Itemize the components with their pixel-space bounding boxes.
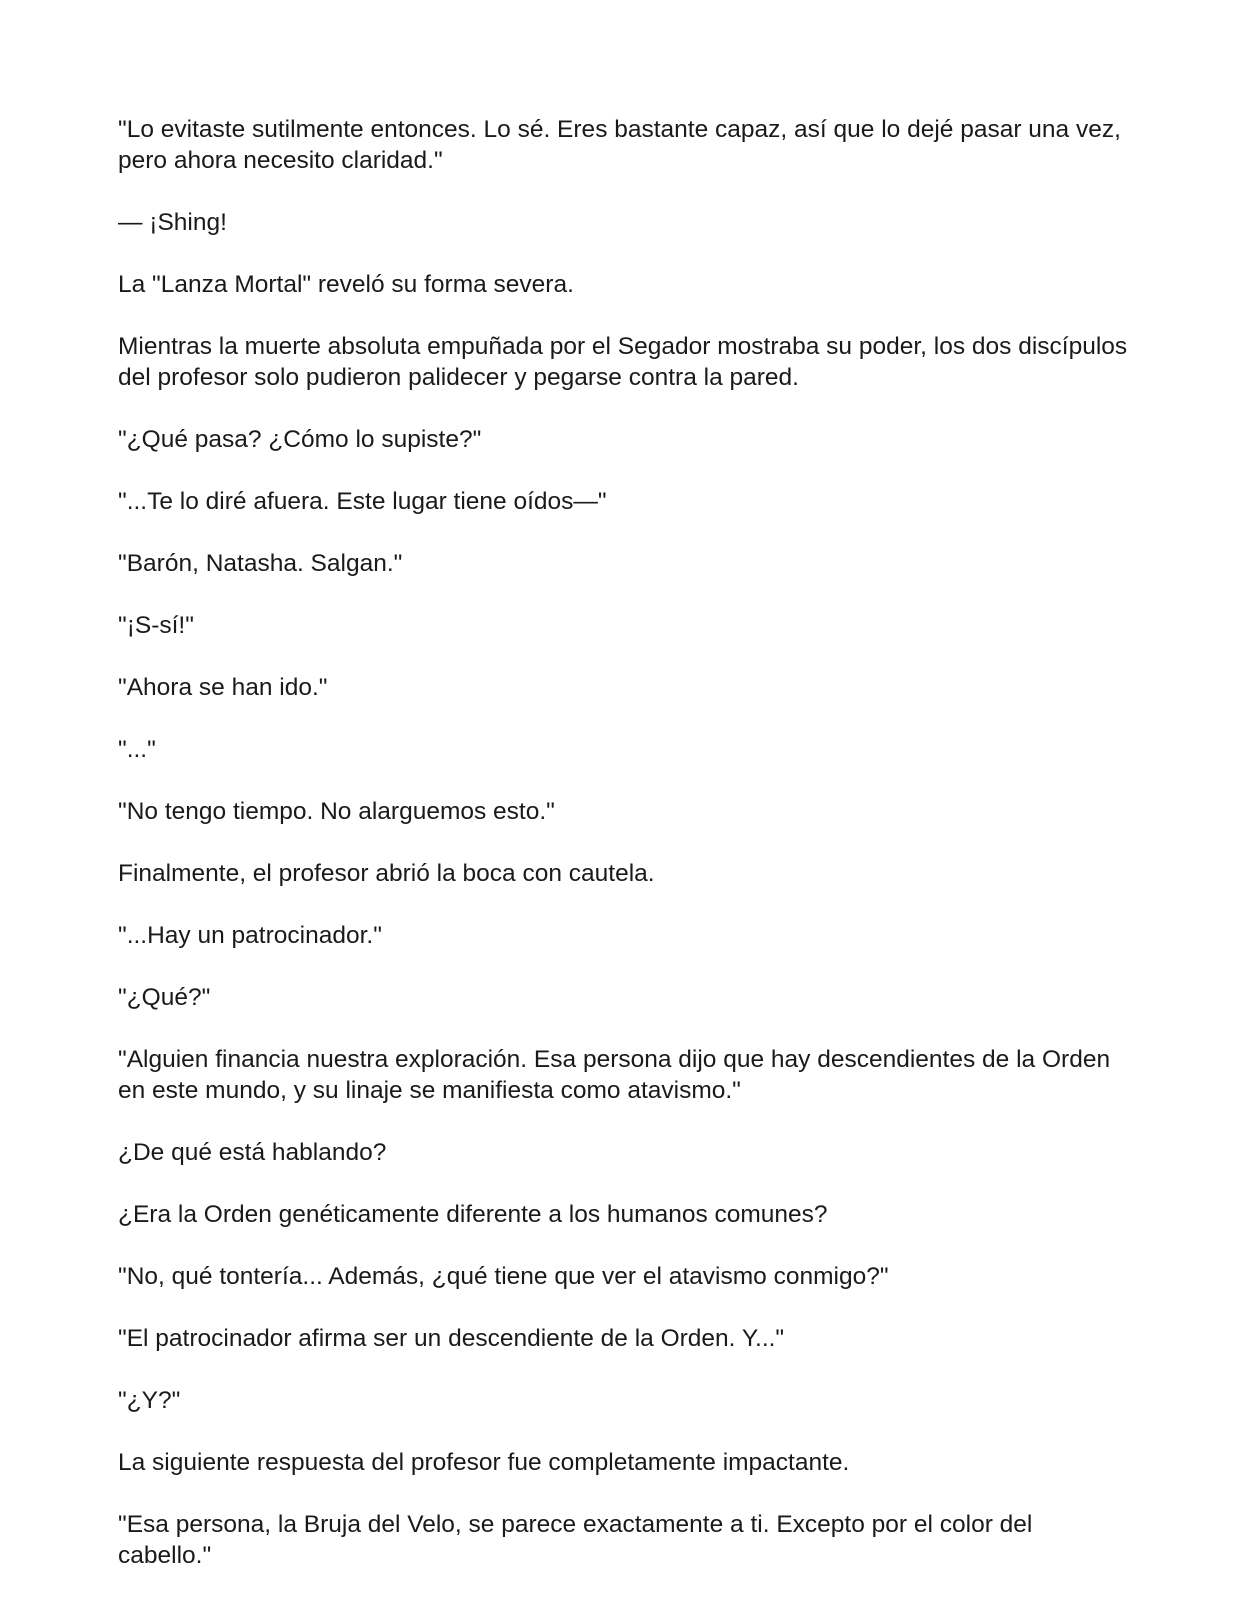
paragraph: "¿Qué pasa? ¿Cómo lo supiste?" xyxy=(118,426,482,453)
paragraph: "No tengo tiempo. No alarguemos esto." xyxy=(118,798,555,825)
paragraph: "..." xyxy=(118,736,156,763)
paragraph: "Alguien financia nuestra exploración. Esa persona dijo que hay descendientes de la Orden en este mundo, y su linaje se manifiesta como atavismo." xyxy=(118,1046,1111,1104)
paragraph: "¿Qué?" xyxy=(118,984,211,1011)
paragraph: "No, qué tontería... Además, ¿qué tiene que ver el atavismo conmigo?" xyxy=(118,1263,889,1290)
paragraph: Finalmente, el profesor abrió la boca con cautela. xyxy=(118,860,655,887)
paragraph: "Barón, Natasha. Salgan." xyxy=(118,550,403,577)
paragraph: La siguiente respuesta del profesor fue completamente impactante. xyxy=(118,1449,850,1476)
document-body xyxy=(118,114,1128,1602)
paragraph: Mientras la muerte absoluta empuñada por el Segador mostraba su poder, los dos discípulos del profesor solo pudieron palidecer y pegarse contra la pared. xyxy=(118,333,1128,391)
paragraph: "Esa persona, la Bruja del Velo, se parece exactamente a ti. Excepto por el color del cabello." xyxy=(118,1511,1033,1569)
paragraph: "Ahora se han ido." xyxy=(118,674,328,701)
paragraph: La "Lanza Mortal" reveló su forma severa. xyxy=(118,271,574,298)
paragraph: "¿Y?" xyxy=(118,1387,181,1414)
paragraph: "...Hay un patrocinador." xyxy=(118,922,382,949)
paragraph: "¡S-sí!" xyxy=(118,612,194,639)
paragraph: "El patrocinador afirma ser un descendiente de la Orden. Y..." xyxy=(118,1325,785,1352)
paragraph: ¿Era la Orden genéticamente diferente a los humanos comunes? xyxy=(118,1201,828,1228)
paragraph: ¿De qué está hablando? xyxy=(118,1139,387,1166)
paragraph: — ¡Shing! xyxy=(118,209,227,236)
paragraph: "...Te lo diré afuera. Este lugar tiene oídos—" xyxy=(118,488,607,515)
paragraph: "Lo evitaste sutilmente entonces. Lo sé. Eres bastante capaz, así que lo dejé pasar una vez, pero ahora necesito claridad." xyxy=(118,116,1121,174)
